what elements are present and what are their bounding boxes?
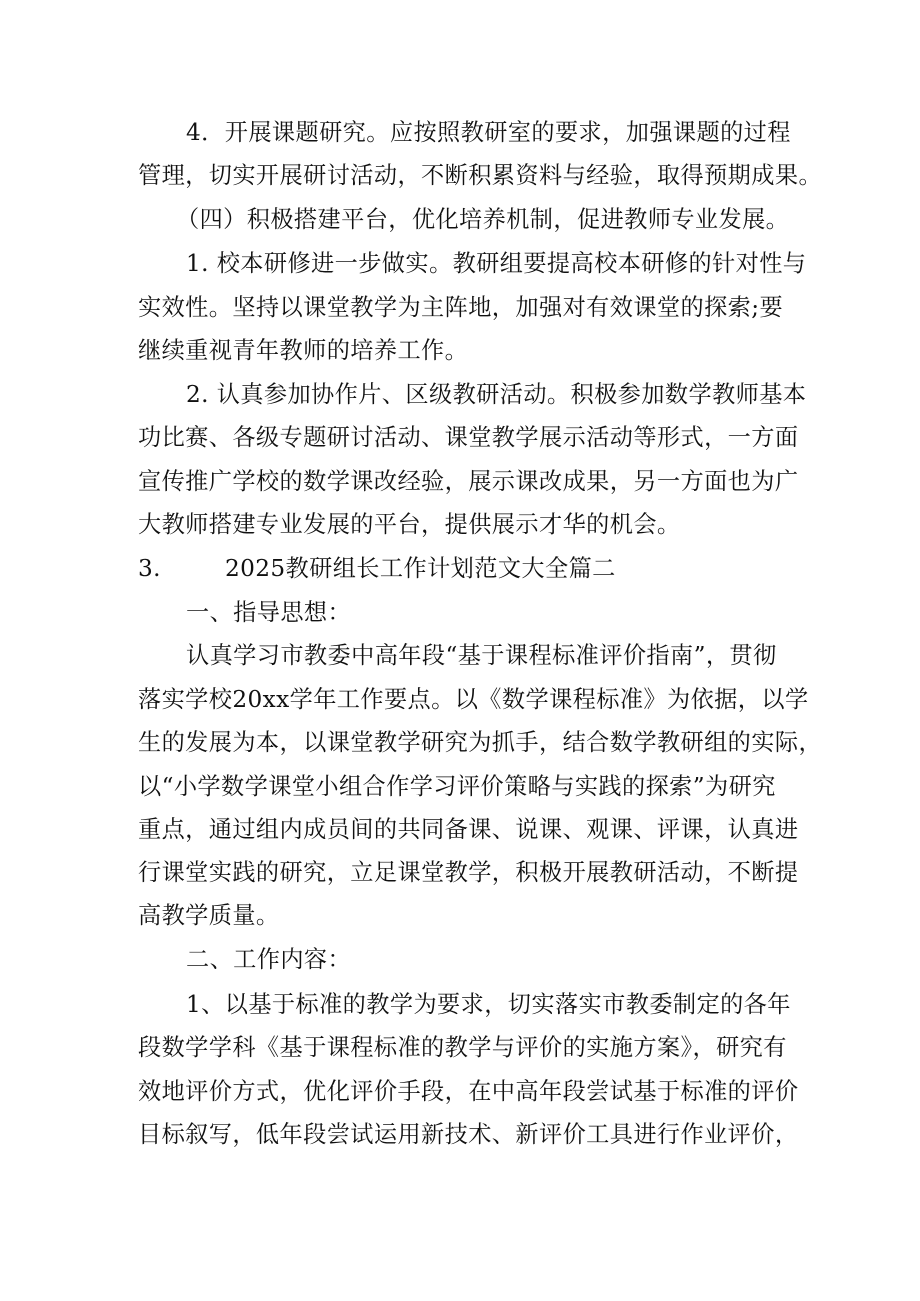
paragraph-line: 效地评价方式，优化评价手段，在中高年段尝试基于标准的评价	[138, 1078, 799, 1105]
paragraph-line: 2. 认真参加协作片、区级教研活动。积极参加数学教师基本	[186, 381, 807, 408]
paragraph-line: 落实学校20xx学年工作要点。以《数学课程标准》为依据，以学	[138, 686, 809, 713]
paragraph-line: 实效性。坚持以课堂教学为主阵地，加强对有效课堂的探索;要	[138, 294, 784, 321]
paragraph-line: 功比赛、各级专题研讨活动、课堂教学展示活动等形式，一方面	[138, 424, 799, 451]
paragraph-line: 大教师搭建专业发展的平台，提供展示才华的机会。	[138, 511, 681, 538]
section-heading: 一、指导思想：	[186, 599, 352, 626]
heading-number: 3.	[138, 555, 161, 582]
paragraph-line: 目标叙写，低年段尝试运用新技术、新评价工具进行作业评价，	[138, 1121, 799, 1148]
paragraph-line: 宣传推广学校的数学课改经验，展示课改成果，另一方面也为广	[138, 468, 799, 495]
paragraph-line: 重点，通过组内成员间的共同备课、说课、观课、评课，认真进	[138, 816, 799, 843]
paragraph-line: 生的发展为本，以课堂教学研究为抓手，结合数学教研组的实际，	[138, 729, 823, 756]
paragraph-line: 管理，切实开展研讨活动，不断积累资料与经验，取得预期成果。	[138, 162, 823, 189]
section-heading: （四）积极搭建平台，优化培养机制，促进教师专业发展。	[176, 206, 790, 233]
heading-title: 2025教研组长工作计划范文大全篇二	[224, 555, 616, 582]
paragraph-line: 1、以基于标准的教学为要求，切实落实市教委制定的各年	[186, 991, 791, 1018]
paragraph-line: 继续重视青年教师的培养工作。	[138, 337, 469, 364]
section-heading: 二、工作内容：	[186, 946, 352, 973]
paragraph-line: 4．开展课题研究。应按照教研室的要求，加强课题的过程	[186, 119, 791, 146]
paragraph-line: 1. 校本研修进一步做实。教研组要提高校本研修的针对性与	[186, 250, 807, 277]
article-heading	[138, 554, 616, 584]
paragraph-line: 认真学习市教委中高年段“基于课程标准评价指南”，贯彻	[186, 642, 777, 669]
paragraph-line: 段数学学科《基于课程标准的教学与评价的实施方案》，研究有	[138, 1034, 787, 1061]
paragraph-line: 行课堂实践的研究，立足课堂教学，积极开展教研活动，不断提	[138, 859, 799, 886]
paragraph-line: 以“小学数学课堂小组合作学习评价策略与实践的探索”为研究	[138, 773, 776, 800]
paragraph-line: 高教学质量。	[138, 902, 280, 929]
